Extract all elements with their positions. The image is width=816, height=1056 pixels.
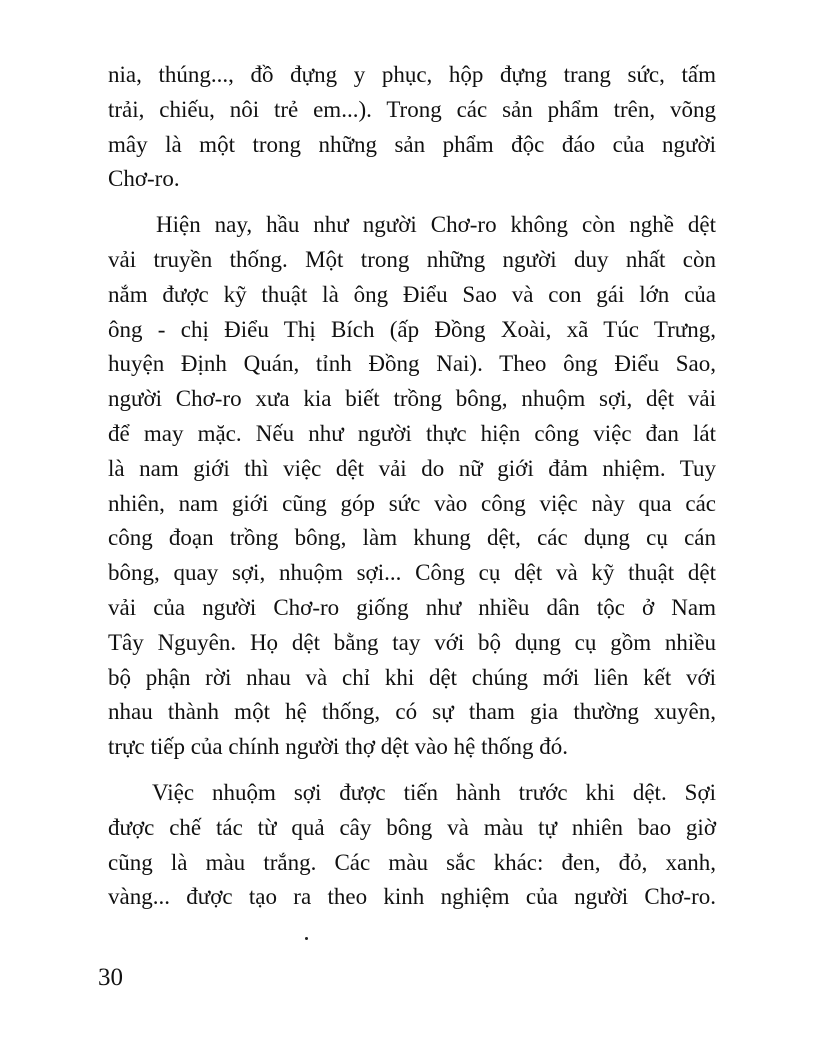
body-text [108,58,716,915]
text-line: nắm được kỹ thuật là ông Điểu Sao và con gái lớn của [108,281,716,307]
paragraph-1 [108,58,716,197]
page-number: 30 [98,964,123,991]
text-line: Hiện nay, hầu như người Chơ-ro không còn nghề dệt [156,212,716,238]
text-line: mây là một trong những sản phẩm độc đáo của người [108,131,716,157]
paragraph-3 [108,776,716,915]
text-line: nhiên, nam giới cũng góp sức vào công việc này qua các [108,490,716,516]
text-line: là nam giới thì việc dệt vải do nữ giới đảm nhiệm. Tuy [108,455,716,481]
text-line: nhau thành một hệ thống, có sự tham gia thường xuyên, [108,699,716,725]
text-line: công đoạn trồng bông, làm khung dệt, các dụng cụ cán [108,525,716,551]
text-line: để may mặc. Nếu như người thực hiện công việc đan lát [108,420,716,446]
text-line: cũng là màu trắng. Các màu sắc khác: đen, đỏ, xanh, [108,849,716,875]
print-speck [305,937,308,940]
text-line: vàng... được tạo ra theo kinh nghiệm của người Chơ-ro. [108,884,716,910]
text-line: nia, thúng..., đồ đựng y phục, hộp đựng trang sức, tấm [108,62,716,87]
text-line: huyện Định Quán, tỉnh Đồng Nai). Theo ông Điểu Sao, [108,351,716,377]
text-line: vải truyền thống. Một trong những người duy nhất còn [108,246,716,272]
text-line: trực tiếp của chính người thợ dệt vào hệ thống đó. [108,734,568,760]
text-line: bộ phận rời nhau và chỉ khi dệt chúng mới liên kết với [108,664,716,690]
text-line: trải, chiếu, nôi trẻ em...). Trong các sản phẩm trên, võng [108,96,716,122]
text-line: người Chơ-ro xưa kia biết trồng bông, nhuộm sợi, dệt vải [108,386,716,412]
text-line: Chơ-ro. [108,166,180,192]
text-line: Việc nhuộm sợi được tiến hành trước khi dệt. Sợi [152,779,716,805]
text-line: bông, quay sợi, nhuộm sợi... Công cụ dệt và kỹ thuật dệt [108,560,716,586]
text-line: được chế tác từ quả cây bông và màu tự nhiên bao giờ [108,814,716,840]
text-line: vải của người Chơ-ro giống như nhiều dân tộc ở Nam [108,594,716,620]
paragraph-2 [108,208,716,765]
text-line: Tây Nguyên. Họ dệt bằng tay với bộ dụng cụ gồm nhiều [108,629,716,655]
text-line: ông - chị Điểu Thị Bích (ấp Đồng Xoài, xã Túc Trưng, [108,316,716,342]
